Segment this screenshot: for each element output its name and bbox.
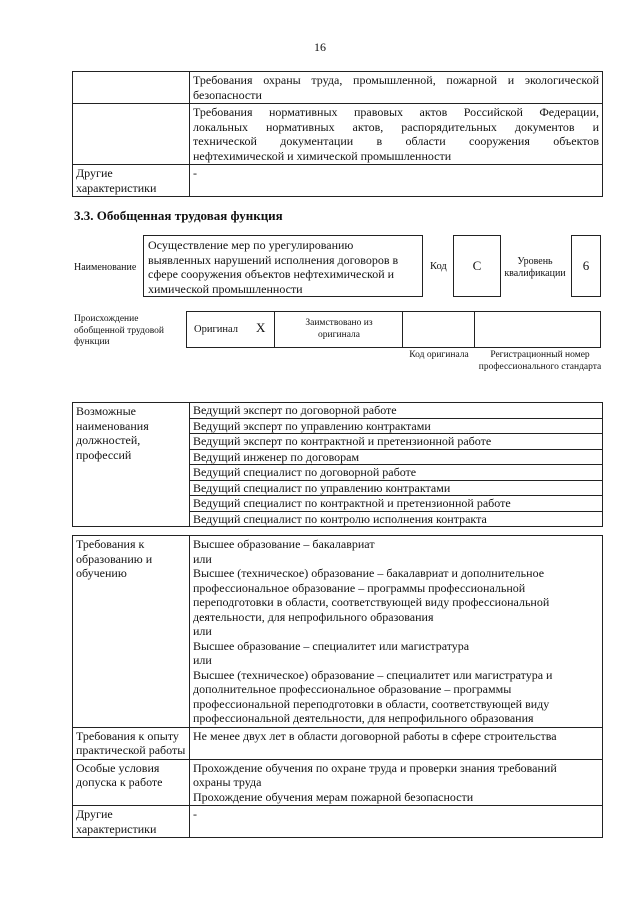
text-line: Не менее двух лет в области договорной работы в сфере строительства [193, 728, 557, 743]
text-line: дополнительное профессиональное образование – программы [193, 682, 512, 696]
borrowed-label: Заимствовано из оригинала [305, 318, 373, 340]
level-value: 6 [582, 258, 590, 273]
text-line: нефтехимической и химической промышленности [193, 148, 452, 163]
text-line: Высшее образование – специалитет или магистратура [193, 638, 470, 653]
text-line: локальных нормативных актов, распорядительных документов и [193, 119, 599, 134]
text-line: или [193, 624, 212, 638]
row-content [190, 403, 603, 527]
text-line: безопасности [193, 87, 262, 102]
table-row [73, 165, 603, 197]
text-line: профессиональное образование – программы профессиональной [193, 580, 526, 595]
list-item: Ведущий эксперт по контрактной и претензионной работе [190, 434, 602, 450]
origin-divider [402, 311, 403, 348]
row-content: - [190, 165, 603, 197]
original-mark: X [256, 320, 266, 335]
text-line: Прохождение обучения по охране труда и проверки знания требований [193, 760, 557, 775]
list-item: Ведущий специалист по управлению контрактами [190, 481, 602, 497]
name-label: Наименование [74, 262, 137, 273]
text-line: Высшее образование – бакалавриат [193, 537, 375, 551]
top-table [72, 71, 603, 197]
row-label: Другие характеристики [73, 806, 190, 838]
text-line: Требования охраны труда, промышленной, пожарной и экологической [193, 73, 599, 87]
row-content [190, 759, 603, 806]
text-line: Требования нормативных правовых актов Российской Федерации, [193, 105, 599, 119]
text-line: охраны труда [193, 775, 262, 789]
row-content [190, 72, 603, 104]
text-line: профессиональной переподготовки в области, соответствующей виду [193, 696, 550, 711]
text-line: Высшее (техническое) образование – специалитет или магистратура и [193, 667, 553, 682]
table-row [73, 536, 603, 728]
row-label: Другие характеристики [73, 165, 190, 197]
row-label: Требования к образованию и обучению [73, 536, 190, 728]
text-line: Высшее (техническое) образование – бакалавриат и дополнительное [193, 566, 545, 580]
text-line: Прохождение обучения мерам пожарной безопасности [193, 789, 474, 804]
text-line: переподготовки в области, соответствующей виду профессиональной [193, 595, 550, 609]
origin-divider [474, 311, 475, 348]
list-item: Ведущий специалист по контрактной и претензионной работе [190, 496, 602, 512]
list-item: Ведущий специалист по контролю исполнения контракта [193, 511, 487, 526]
name-value: Осуществление мер по урегулированию выявленных нарушений исполнения договоров в сфере сооружения объектов нефтехимической и химической промышленности [148, 238, 399, 296]
requirements-table [72, 535, 603, 838]
table-row [73, 759, 603, 806]
row-content [190, 727, 603, 759]
positions-table [72, 402, 603, 527]
table-row [73, 72, 603, 104]
list-item: Ведущий специалист по договорной работе [190, 465, 602, 481]
level-label: Уровень квалификации [504, 256, 566, 279]
list-item: Ведущий инженер по договорам [190, 450, 602, 466]
table-row [73, 403, 603, 527]
row-label: Возможные наименования должностей, профессий [73, 403, 190, 527]
text-line: профессиональной деятельности, для непрофильного образования [193, 711, 534, 725]
page-number: 16 [314, 40, 326, 54]
code-value: С [472, 258, 482, 273]
original-label: Оригинал [194, 324, 238, 335]
row-content [190, 104, 603, 165]
text-line: - [193, 807, 197, 821]
list-item: Ведущий эксперт по управлению контрактами [190, 419, 602, 435]
row-label: Требования к опыту практической работы [73, 727, 190, 759]
origin-label: Происхождение обобщенной трудовой функции [74, 314, 164, 347]
row-label: Особые условия допуска к работе [73, 759, 190, 806]
row-label [73, 72, 190, 104]
code-caption: Код оригинала [409, 350, 469, 360]
table-row [73, 806, 603, 838]
text-line: технической документации в области сооружения объектов [193, 134, 599, 148]
origin-divider [274, 311, 275, 348]
row-content [190, 806, 603, 838]
code-value-box [453, 235, 501, 297]
level-value-box [571, 235, 601, 297]
section-title: 3.3. Обобщенная трудовая функция [74, 208, 283, 223]
row-content [190, 536, 603, 728]
row-label [73, 104, 190, 165]
code-label: Код [430, 261, 447, 272]
text-line: или [193, 551, 212, 566]
text-line: деятельности, для непрофильного образования [193, 609, 434, 624]
text-line: или [193, 653, 212, 667]
list-item: Ведущий эксперт по договорной работе [190, 403, 602, 419]
reg-caption: Регистрационный номер профессионального стандарта [478, 350, 602, 372]
name-value-box [143, 235, 423, 297]
table-row [73, 104, 603, 165]
table-row [73, 727, 603, 759]
